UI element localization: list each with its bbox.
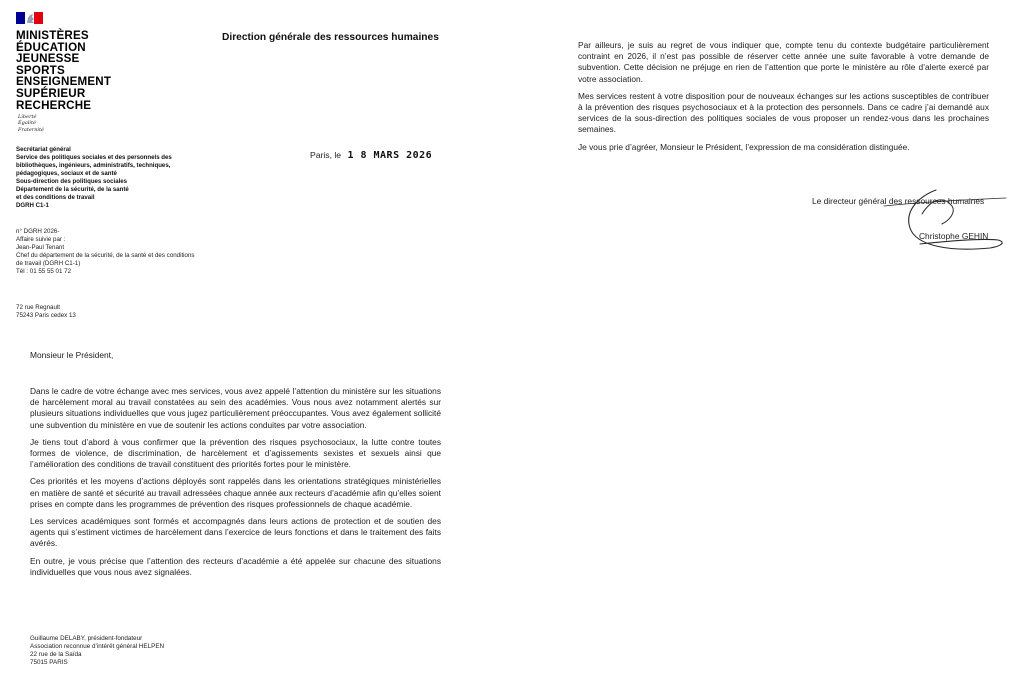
recipient-line: Guillaume DELABY, président-fondateur — [30, 635, 143, 642]
reference-line: Tél : 01 55 55 01 72 — [16, 268, 72, 276]
reference-line: Affaire suivie par : — [16, 236, 66, 244]
reference-line: n° DGRH 2026- — [16, 228, 60, 235]
letter-body-left — [30, 386, 441, 584]
ministry-line: SUPÉRIEUR — [16, 86, 86, 100]
service-line: Département de la sécurité, de la santé — [16, 186, 129, 193]
service-line: bibliothèques, ingénieurs, administratifs, techniques, — [16, 162, 171, 169]
reference-line: Jean-Paul Tenant — [16, 244, 65, 252]
motto-line: Liberté — [18, 114, 37, 120]
signatory-name: Christophe GEHIN — [919, 231, 989, 241]
department-title: Direction générale des ressources humaines — [222, 32, 439, 43]
handwritten-signature — [880, 178, 1010, 258]
ministry-line: ÉDUCATION — [16, 40, 86, 54]
body-paragraph: Mes services restent à votre disposition pour de nouveaux échanges sur les actions susceptibles de contribuer à la prévention des risques psychosociaux et à la protection des personnels. Dans ce cadre j’ai demandé aux services de la sous-direction des politiques sociales de vous proposer un rendez-vous dans les prochaines semaines. — [578, 90, 989, 135]
marianne-flag-logo — [16, 12, 43, 24]
service-line: pédagogiques, sociaux et de santé — [16, 170, 117, 177]
body-paragraph: Ces priorités et les moyens d’actions déployés sont rappelés dans les orientations stratégiques ministérielles en matière de santé et sécurité au travail adressées chaque année aux recteurs d’académie afin qu’elles soient prises en compte dans les programmes de prévention des risques professionnels de chaque académie. — [30, 476, 441, 509]
flag-white-stripe — [25, 12, 34, 24]
body-paragraph: Je tiens tout d’abord à vous confirmer que la prévention des risques psychosociaux, la lutte contre toutes formes de violence, de discrimination, de harcèlement et d’agissements sexistes et sexuels ainsi que l’amélioration des conditions de travail constituent des priorités fortes pour le ministère. — [30, 436, 441, 470]
flag-blue-stripe — [16, 12, 25, 24]
ministry-line: ENSEIGNEMENT — [16, 75, 112, 89]
ministry-line: RECHERCHE — [16, 98, 92, 112]
ministry-line: MINISTÈRES — [16, 29, 89, 42]
service-line: Sous-direction des politiques sociales — [16, 178, 128, 185]
flag-red-stripe — [34, 12, 43, 24]
body-paragraph: En outre, je vous précise que l’attention des recteurs d’académie a été appelée sur chacune des situations individuelles que vous nous avez signalées. — [30, 555, 441, 577]
address-line: 75243 Paris cedex 13 — [16, 312, 76, 320]
ministry-line: SPORTS — [16, 63, 65, 77]
republic-motto — [18, 114, 44, 133]
body-paragraph: Les services académiques sont formés et accompagnés dans leurs actions de protection et de soutien des agents qui s’estiment victimes de harcèlement dans l’exercice de leurs fonctions et dans le traitement des faits avérés. — [30, 516, 441, 549]
date-stamp: 1 8 MARS 2026 — [347, 150, 433, 161]
body-paragraph: Par ailleurs, je suis au regret de vous indiquer que, compte tenu du contexte budgétaire particulièrement contraint en 2026, il n’est pas possible de réserver cette année une suite favorable à votre demande de subvention. Cette décision ne préjuge en rien de l’attention que porte le ministère au rôle d’alerte exercé par votre association. — [578, 40, 989, 84]
address-line: 72 rue Regnault — [16, 304, 61, 311]
ministry-name — [16, 30, 111, 111]
recipient-line: Association reconnue d’intérêt général HELPEN — [30, 643, 165, 650]
service-line: DGRH C1-1 — [16, 202, 49, 209]
recipient-line: 22 rue de la Saïda — [30, 651, 82, 658]
body-paragraph: Je vous prie d’agréer, Monsieur le Président, l’expression de ma considération distinguée. — [578, 141, 910, 152]
date-prefix: Paris, le — [310, 150, 342, 160]
ministry-line: JEUNESSE — [16, 52, 80, 66]
salutation: Monsieur le Président, — [30, 350, 114, 360]
service-line: Service des politiques sociales et des personnels des — [16, 154, 172, 161]
sender-service-block — [16, 146, 172, 210]
motto-line: Fraternité — [18, 126, 44, 133]
recipient-line: 75015 PARIS — [30, 659, 68, 666]
service-line: et des conditions de travail — [16, 194, 95, 201]
reference-line: de travail (DGRH C1-1) — [16, 260, 81, 268]
letter-date — [310, 150, 432, 161]
signatory-title: Le directeur général des ressources humaines — [812, 196, 985, 206]
letter-body-right — [578, 40, 989, 159]
service-line: Secrétariat général — [16, 146, 71, 153]
sender-address — [16, 304, 76, 320]
reference-line: Chef du département de la sécurité, de la santé et des conditions — [16, 252, 195, 260]
motto-line: Égalité — [18, 120, 36, 127]
reference-block — [16, 228, 195, 277]
body-paragraph: Dans le cadre de votre échange avec mes services, vous avez appelé l’attention du ministère sur les situations de harcèlement moral au travail constatées au sein des académies. Vous nous avez notamment alertés sur plusieurs situations individuelles que vous jugez particulièrement préoccupantes. Vous avez également sollicité une subvention du ministère en vue de soutenir les actions conduites par votre association. — [30, 386, 441, 430]
recipient-address — [30, 635, 164, 667]
